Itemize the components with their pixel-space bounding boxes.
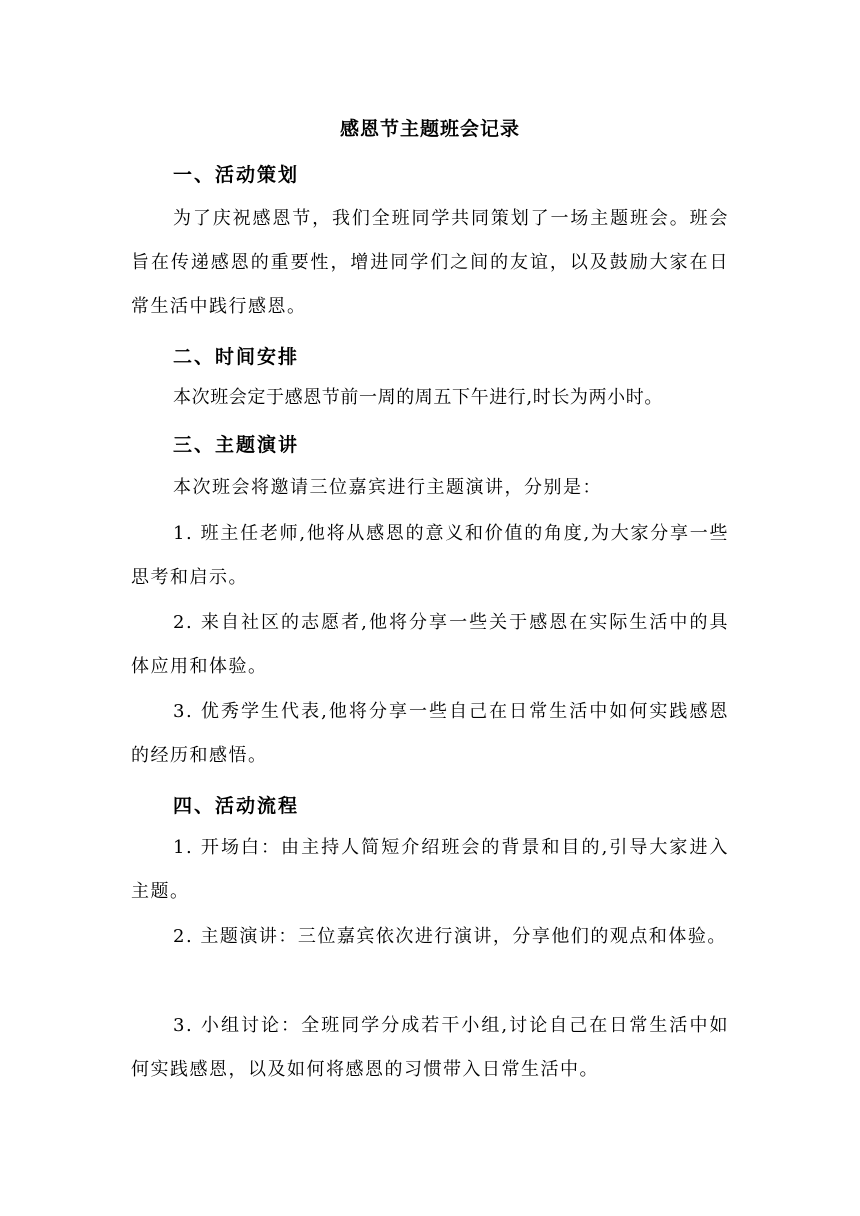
list-item-process-3: 3. 小组讨论：全班同学分成若干小组,讨论自己在日常生活中如何实践感恩，以及如何将感恩的习惯带入日常生活中。 (131, 1015, 729, 1080)
section-heading-schedule: 二、时间安排 (173, 346, 300, 368)
paragraph-planning: 为了庆祝感恩节，我们全班同学共同策划了一场主题班会。班会旨在传递感恩的重要性，增进同学们之间的友谊，以及鼓励大家在日常生活中践行感恩。 (131, 208, 729, 317)
paragraph-speeches-intro: 本次班会将邀请三位嘉宾进行主题演讲，分别是： (173, 477, 602, 498)
list-item-speaker-1: 1. 班主任老师,他将从感恩的意义和价值的角度,为大家分享一些思考和启示。 (131, 523, 729, 588)
section-heading-planning: 一、活动策划 (173, 164, 300, 186)
section-heading-process: 四、活动流程 (173, 795, 300, 817)
list-item-process-2: 2. 主题演讲：三位嘉宾依次进行演讲，分享他们的观点和体验。 (173, 926, 727, 947)
list-item-process-1: 1. 开场白：由主持人简短介绍班会的背景和目的,引导大家进入主题。 (131, 837, 729, 902)
list-item-speaker-2: 2. 来自社区的志愿者,他将分享一些关于感恩在实际生活中的具体应用和体验。 (131, 612, 729, 677)
paragraph-schedule: 本次班会定于感恩节前一周的周五下午进行,时长为两小时。 (173, 387, 663, 408)
section-heading-speeches: 三、主题演讲 (173, 434, 300, 456)
list-item-speaker-3: 3. 优秀学生代表,他将分享一些自己在日常生活中如何实践感恩的经历和感悟。 (131, 701, 729, 766)
document-title: 感恩节主题班会记录 (339, 118, 520, 140)
